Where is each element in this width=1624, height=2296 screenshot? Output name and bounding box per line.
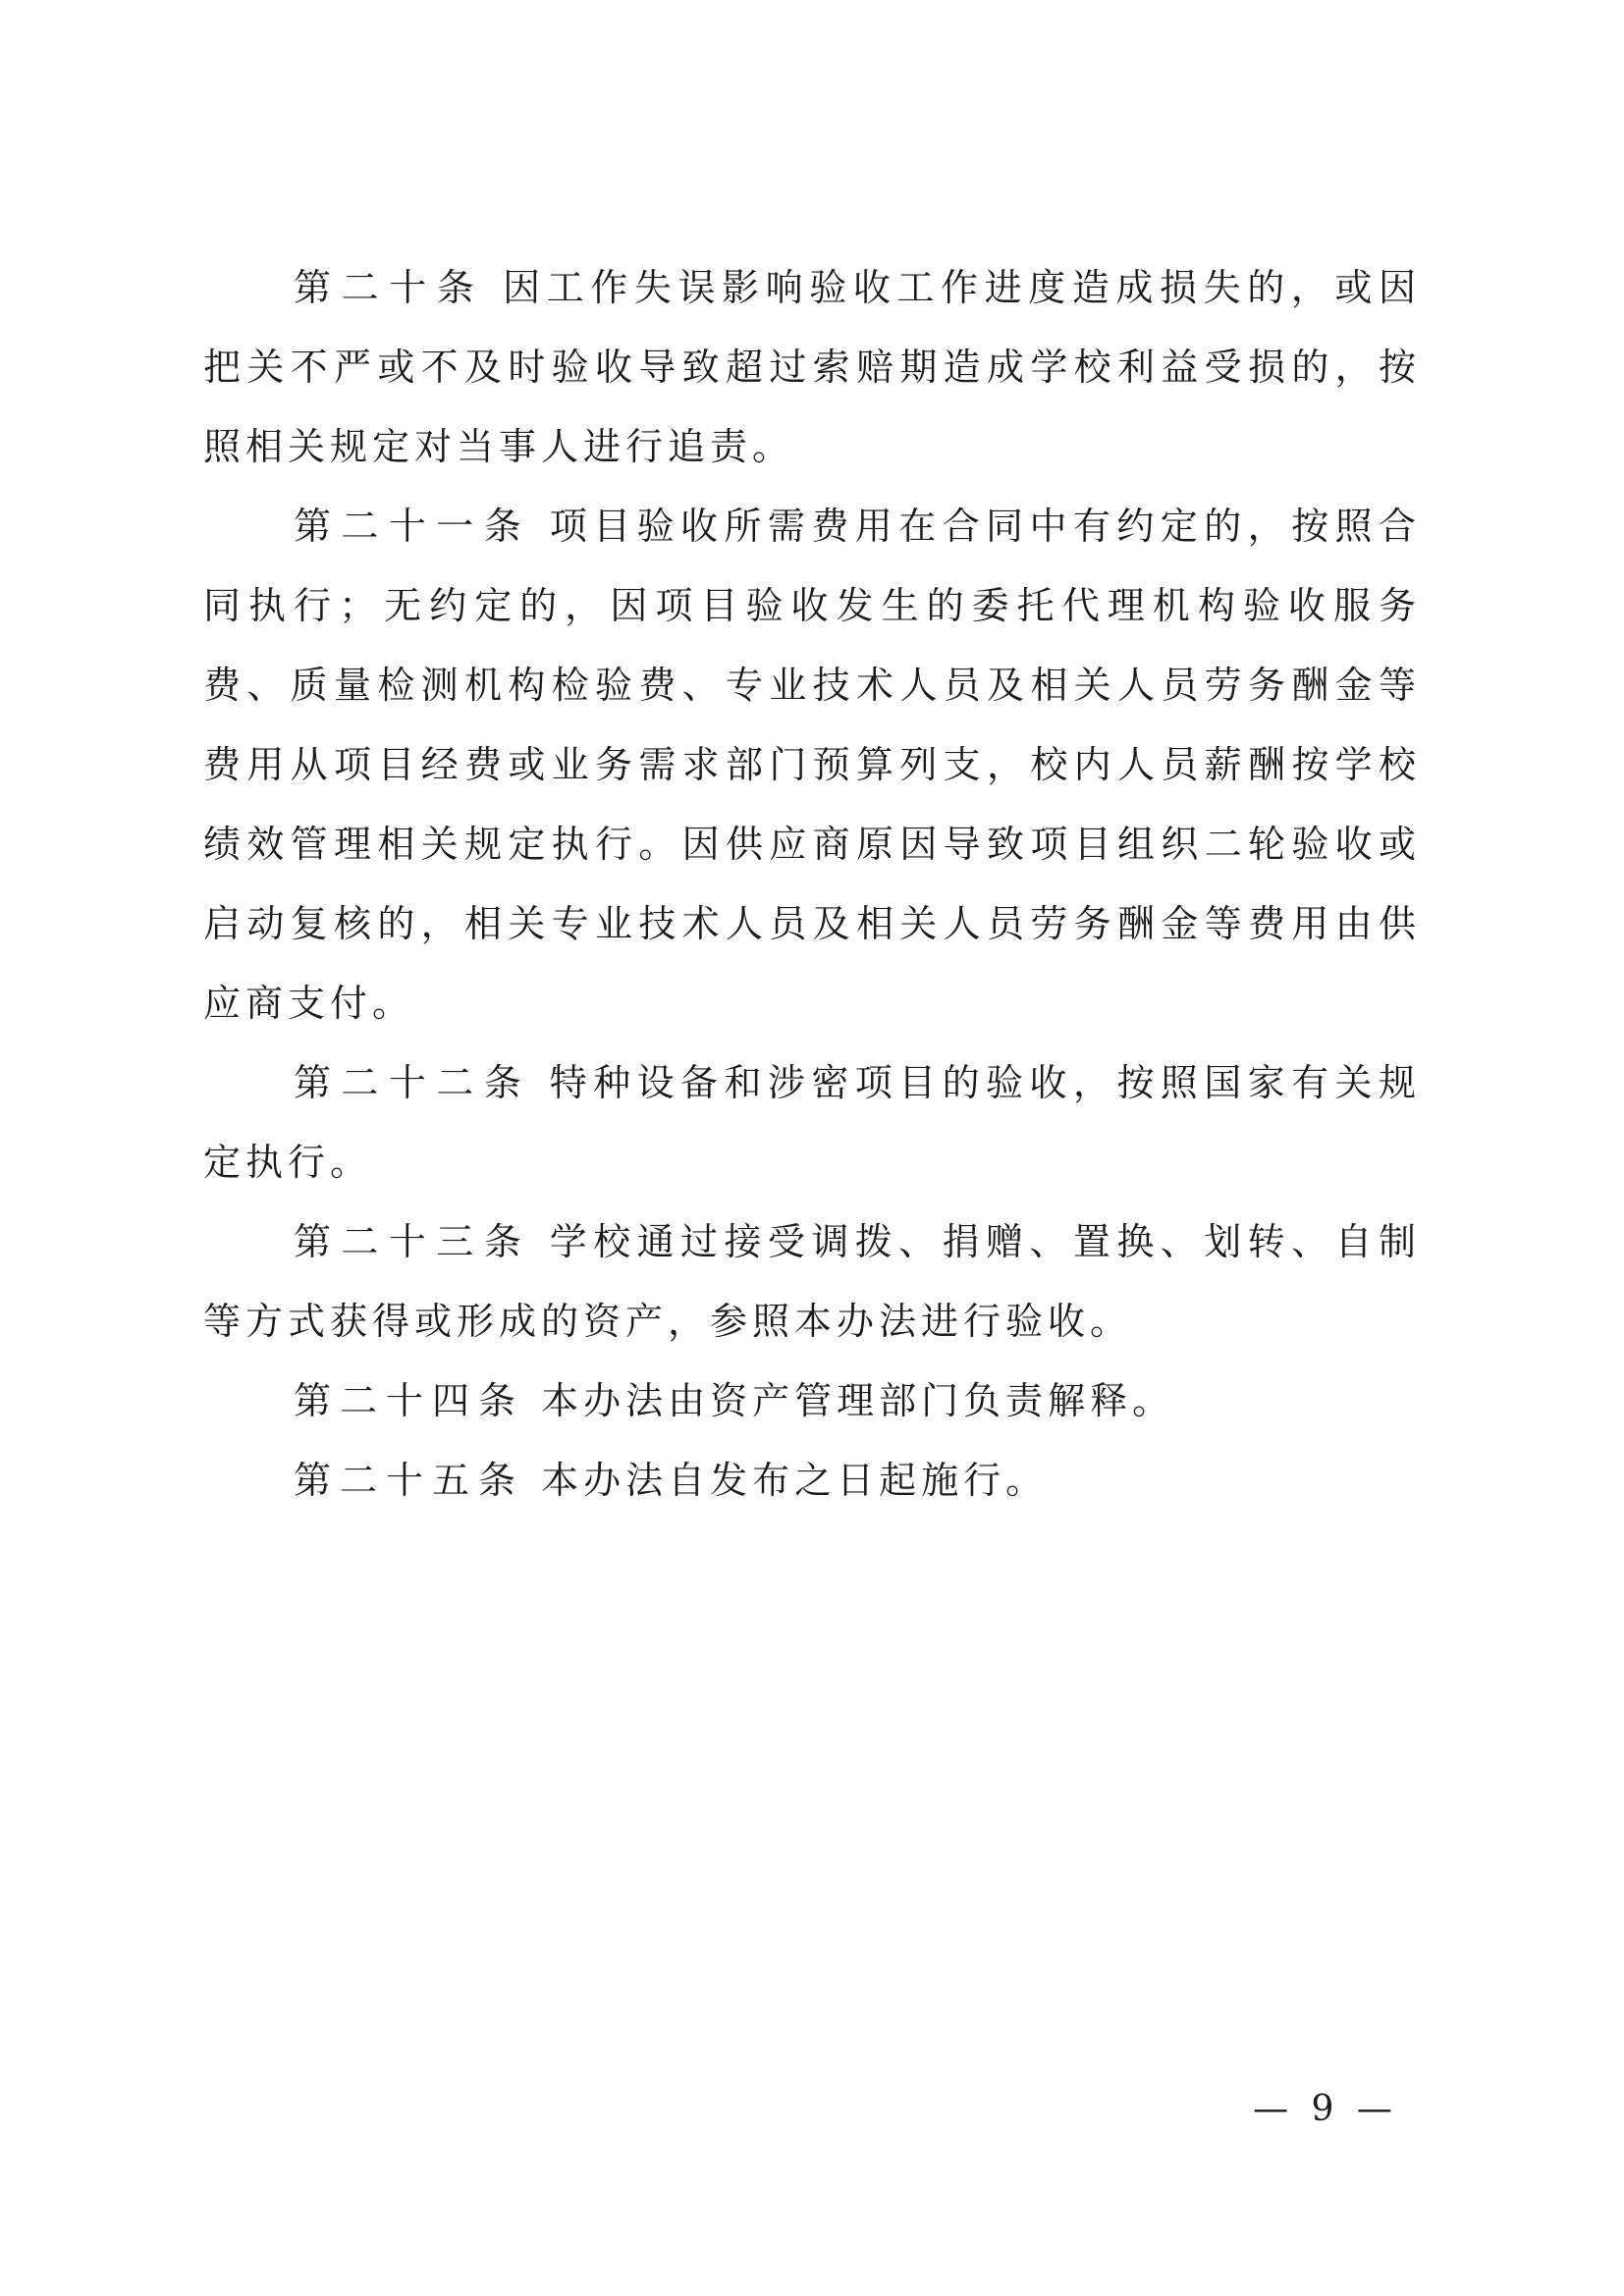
page-number: — 9 — — [1253, 2089, 1398, 2129]
article-21 — [203, 487, 1421, 1043]
article-25 — [203, 1441, 1421, 1521]
article-22 — [203, 1043, 1421, 1202]
article-text: 特种设备和涉密项目的验收，按照国家有关规定执行。 — [203, 1061, 1421, 1184]
article-number: 第二十一条 — [294, 505, 532, 548]
article-text: 本办法由资产管理部门负责解释。 — [541, 1379, 1175, 1422]
article-number: 第二十二条 — [294, 1061, 532, 1104]
article-text: 项目验收所需费用在合同中有约定的，按照合同执行；无约定的，因项目验收发生的委托代理机构验收服务费、质量检测机构检验费、专业技术人员及相关人员劳务酬金等费用从项目经费或业务需求部门预算列支，校内人员薪酬按学校绩效管理相关规定执行。因供应商原因导致项目组织二轮验收或启动复核的，相关专业技术人员及相关人员劳务酬金等费用由供应商支付。 — [203, 505, 1421, 1025]
article-24 — [203, 1362, 1421, 1441]
article-23 — [203, 1202, 1421, 1362]
article-text: 本办法自发布之日起施行。 — [541, 1459, 1049, 1502]
article-number: 第二十条 — [294, 266, 485, 309]
article-number: 第二十四条 — [294, 1379, 525, 1422]
article-number: 第二十五条 — [294, 1459, 525, 1502]
article-number: 第二十三条 — [294, 1220, 532, 1263]
article-20 — [203, 248, 1421, 487]
article-text: 因工作失误影响验收工作进度造成损失的，或因把关不严或不及时验收导致超过索赔期造成学校利益受损的，按照相关规定对当事人进行追责。 — [203, 266, 1421, 468]
document-body — [203, 248, 1421, 1521]
article-text: 学校通过接受调拨、捐赠、置换、划转、自制等方式获得或形成的资产，参照本办法进行验收。 — [203, 1220, 1421, 1343]
